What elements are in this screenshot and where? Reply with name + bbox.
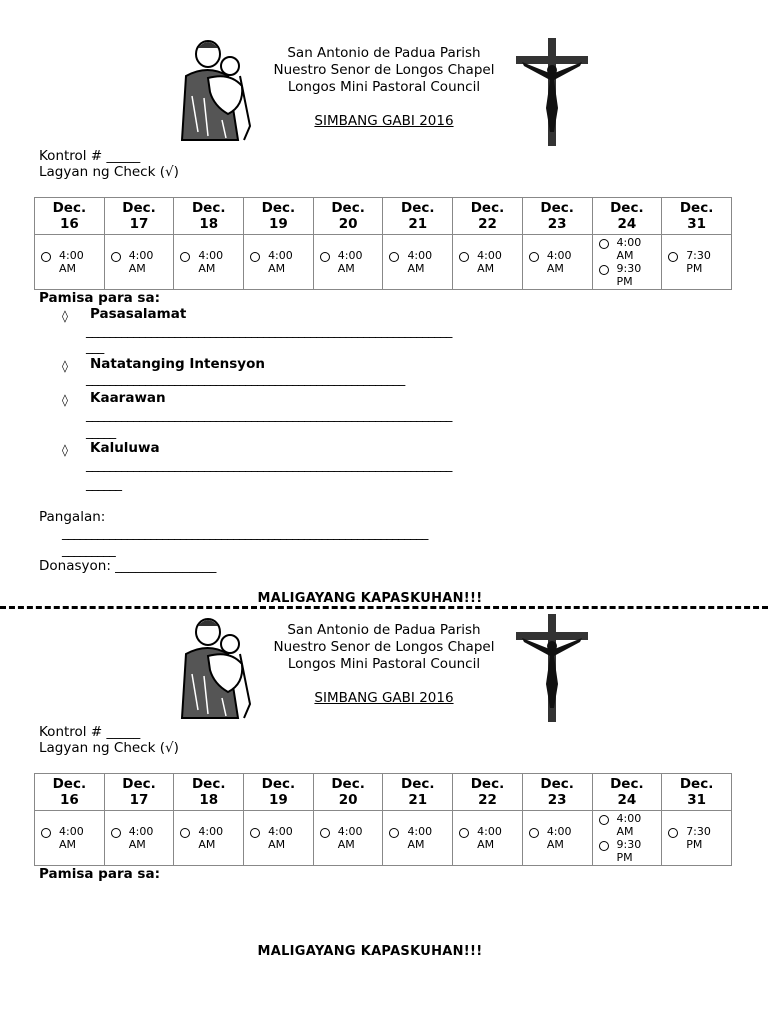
day-cell: Dec. 19: [244, 774, 314, 811]
option-kaarawan: Kaarawan: [90, 390, 166, 406]
council-name: Longos Mini Pastoral Council: [287, 656, 481, 672]
schedule-header-row: [35, 198, 732, 235]
greeting-text: MALIGAYANG KAPASKUHAN!!!: [257, 944, 483, 959]
diamond-bullet-icon: ◊: [62, 359, 68, 373]
crucifix-icon: [514, 614, 590, 722]
radio-circle-icon[interactable]: [529, 252, 539, 262]
time-slot-option[interactable]: 4:00 AM: [593, 236, 662, 262]
pasasalamat-line[interactable]: ______________________________________________________________: [86, 324, 452, 339]
day-cell: Dec. 16: [35, 198, 105, 235]
time-slot-option[interactable]: 7:30 PM: [662, 825, 731, 851]
time-slot-option[interactable]: 4:00 AM: [105, 825, 174, 851]
day-cell: Dec. 17: [104, 198, 174, 235]
radio-circle-icon[interactable]: [459, 252, 469, 262]
time-slot-option[interactable]: 4:00 AM: [105, 249, 174, 275]
pamisa-label: Pamisa para sa:: [39, 866, 160, 882]
radio-circle-icon[interactable]: [180, 828, 190, 838]
greeting-text: MALIGAYANG KAPASKUHAN!!!: [257, 591, 483, 606]
day-cell: Dec. 21: [383, 198, 453, 235]
option-pasasalamat: Pasasalamat: [90, 306, 187, 322]
time-slot-option[interactable]: 4:00 AM: [453, 249, 522, 275]
radio-circle-icon[interactable]: [41, 828, 51, 838]
pangalan-label: Pangalan:: [39, 509, 106, 525]
day-cell: Dec. 22: [453, 774, 523, 811]
crucifix-icon: [514, 38, 590, 146]
event-title: SIMBANG GABI 2016: [314, 690, 454, 706]
parish-name: San Antonio de Padua Parish: [287, 622, 481, 638]
radio-circle-icon[interactable]: [459, 828, 469, 838]
intensyon-line[interactable]: ______________________________________________________: [86, 372, 405, 387]
radio-circle-icon[interactable]: [599, 265, 609, 275]
day-cell: Dec. 23: [522, 774, 592, 811]
kaarawan-line-cont[interactable]: _____: [86, 425, 116, 440]
time-slot-option[interactable]: 4:00 AM: [35, 249, 104, 275]
time-slot-option[interactable]: 4:00 AM: [523, 249, 592, 275]
schedule-time-row: [35, 811, 732, 866]
radio-circle-icon[interactable]: [599, 239, 609, 249]
radio-circle-icon[interactable]: [250, 252, 260, 262]
day-cell: Dec. 31: [662, 774, 732, 811]
time-slot-option[interactable]: 7:30 PM: [662, 249, 731, 275]
pangalan-line-cont[interactable]: _________: [62, 543, 116, 558]
day-cell: Dec. 20: [313, 198, 383, 235]
day-cell: Dec. 24: [592, 774, 662, 811]
radio-circle-icon[interactable]: [668, 828, 678, 838]
radio-circle-icon[interactable]: [180, 252, 190, 262]
day-cell: Dec. 16: [35, 774, 105, 811]
check-instruction: Lagyan ng Check (√): [39, 164, 179, 180]
kontrol-field[interactable]: Kontrol # _____: [39, 724, 141, 740]
time-slot-option[interactable]: 4:00 AM: [314, 249, 383, 275]
radio-circle-icon[interactable]: [599, 841, 609, 851]
time-slot-option[interactable]: 4:00 AM: [174, 825, 243, 851]
day-cell: Dec. 19: [244, 198, 314, 235]
cut-line-divider: [0, 606, 768, 609]
council-name: Longos Mini Pastoral Council: [287, 79, 481, 95]
event-title: SIMBANG GABI 2016: [314, 113, 454, 129]
chapel-name: Nuestro Senor de Longos Chapel: [273, 62, 495, 78]
time-slot-option[interactable]: 4:00 AM: [314, 825, 383, 851]
time-slot-option[interactable]: 9:30 PM: [593, 262, 662, 288]
radio-circle-icon[interactable]: [599, 815, 609, 825]
pangalan-line[interactable]: ______________________________________________________________: [62, 526, 428, 541]
chapel-name: Nuestro Senor de Longos Chapel: [273, 639, 495, 655]
radio-circle-icon[interactable]: [320, 828, 330, 838]
radio-circle-icon[interactable]: [111, 828, 121, 838]
radio-circle-icon[interactable]: [389, 828, 399, 838]
schedule-header-row: [35, 774, 732, 811]
kaarawan-line[interactable]: ______________________________________________________________: [86, 408, 452, 423]
time-slot-option[interactable]: 4:00 AM: [383, 249, 452, 275]
day-cell: Dec. 18: [174, 198, 244, 235]
day-cell: Dec. 23: [522, 198, 592, 235]
saint-anthony-icon: [178, 614, 260, 720]
parish-name: San Antonio de Padua Parish: [287, 45, 481, 61]
kaluluwa-line[interactable]: ______________________________________________________________: [86, 458, 452, 473]
time-slot-option[interactable]: 4:00 AM: [523, 825, 592, 851]
time-slot-option[interactable]: 4:00 AM: [174, 249, 243, 275]
schedule-table: [34, 197, 732, 290]
schedule-table: [34, 773, 732, 866]
radio-circle-icon[interactable]: [668, 252, 678, 262]
day-cell: Dec. 18: [174, 774, 244, 811]
time-slot-option[interactable]: 4:00 AM: [35, 825, 104, 851]
option-natatanging-intensyon: Natatanging Intensyon: [90, 356, 265, 372]
day-cell: Dec. 21: [383, 774, 453, 811]
time-slot-option[interactable]: 4:00 AM: [593, 812, 662, 838]
time-slot-option[interactable]: 9:30 PM: [593, 838, 662, 864]
schedule-time-row: [35, 235, 732, 290]
time-slot-option[interactable]: 4:00 AM: [244, 249, 313, 275]
day-cell: Dec. 31: [662, 198, 732, 235]
time-slot-option[interactable]: 4:00 AM: [453, 825, 522, 851]
pasasalamat-line-cont[interactable]: ___: [86, 340, 104, 355]
day-cell: Dec. 22: [453, 198, 523, 235]
day-cell: Dec. 17: [104, 774, 174, 811]
kaluluwa-line-cont[interactable]: ______: [86, 477, 122, 492]
check-instruction: Lagyan ng Check (√): [39, 740, 179, 756]
diamond-bullet-icon: ◊: [62, 443, 68, 457]
radio-circle-icon[interactable]: [389, 252, 399, 262]
radio-circle-icon[interactable]: [529, 828, 539, 838]
donasyon-field[interactable]: Donasyon: _______________: [39, 558, 217, 574]
kontrol-field[interactable]: Kontrol # _____: [39, 148, 141, 164]
diamond-bullet-icon: ◊: [62, 393, 68, 407]
radio-circle-icon[interactable]: [41, 252, 51, 262]
radio-circle-icon[interactable]: [111, 252, 121, 262]
day-cell: Dec. 24: [592, 198, 662, 235]
radio-circle-icon[interactable]: [250, 828, 260, 838]
time-slot-option[interactable]: 4:00 AM: [383, 825, 452, 851]
option-kaluluwa: Kaluluwa: [90, 440, 160, 456]
diamond-bullet-icon: ◊: [62, 309, 68, 323]
time-slot-option[interactable]: 4:00 AM: [244, 825, 313, 851]
saint-anthony-icon: [178, 36, 260, 142]
day-cell: Dec. 20: [313, 774, 383, 811]
radio-circle-icon[interactable]: [320, 252, 330, 262]
pamisa-label: Pamisa para sa:: [39, 290, 160, 306]
